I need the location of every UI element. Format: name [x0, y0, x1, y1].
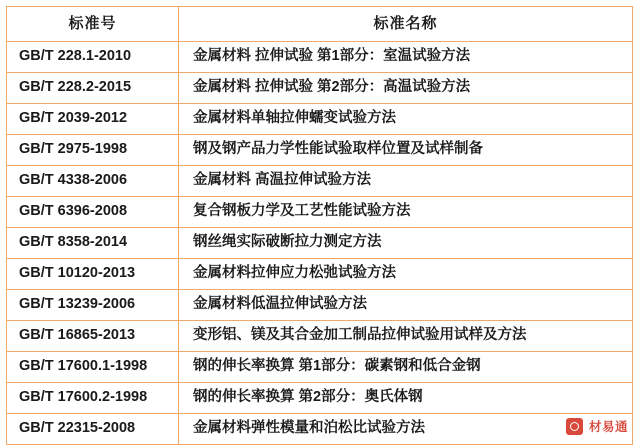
table-row [7, 197, 633, 228]
cell-standard-name: 金属材料 高温拉伸试验方法 [179, 166, 633, 197]
table-header [7, 7, 633, 42]
table-row [7, 383, 633, 414]
table-row [7, 166, 633, 197]
cell-standard-name: 钢丝绳实际破断拉力测定方法 [179, 228, 633, 259]
table-row [7, 228, 633, 259]
cell-standard-code: GB/T 2975-1998 [7, 135, 179, 166]
cell-standard-code: GB/T 4338-2006 [7, 166, 179, 197]
cell-standard-code: GB/T 228.1-2010 [7, 42, 179, 73]
cell-standard-name: 金属材料 拉伸试验 第2部分：高温试验方法 [179, 73, 633, 104]
cell-standard-name: 钢及钢产品力学性能试验取样位置及试样制备 [179, 135, 633, 166]
cell-standard-code: GB/T 8358-2014 [7, 228, 179, 259]
table-row [7, 321, 633, 352]
standards-table [6, 6, 633, 445]
cell-standard-name: 钢的伸长率换算 第1部分：碳素钢和低合金钢 [179, 352, 633, 383]
cell-standard-name: 钢的伸长率换算 第2部分：奥氏体钢 [179, 383, 633, 414]
cell-standard-code: GB/T 17600.1-1998 [7, 352, 179, 383]
wechat-badge-icon [566, 418, 583, 435]
table-header-row [7, 7, 633, 42]
cell-standard-name: 金属材料拉伸应力松弛试验方法 [179, 259, 633, 290]
cell-standard-code: GB/T 13239-2006 [7, 290, 179, 321]
column-header-code: 标准号 [7, 7, 179, 42]
table-row [7, 290, 633, 321]
cell-standard-name: 金属材料弹性模量和泊松比试验方法 [179, 414, 633, 445]
cell-standard-code: GB/T 228.2-2015 [7, 73, 179, 104]
cell-standard-name: 金属材料低温拉伸试验方法 [179, 290, 633, 321]
cell-standard-name: 复合钢板力学及工艺性能试验方法 [179, 197, 633, 228]
table-row [7, 352, 633, 383]
column-header-name: 标准名称 [179, 7, 633, 42]
table-row [7, 135, 633, 166]
cell-standard-name: 变形铝、镁及其合金加工制品拉伸试验用试样及方法 [179, 321, 633, 352]
table-row [7, 259, 633, 290]
table-row [7, 42, 633, 73]
cell-standard-code: GB/T 6396-2008 [7, 197, 179, 228]
table-row [7, 73, 633, 104]
table-row [7, 104, 633, 135]
table-row [7, 414, 633, 445]
cell-standard-code: GB/T 16865-2013 [7, 321, 179, 352]
brand-label: 材易通 [588, 420, 628, 434]
cell-standard-name: 金属材料单轴拉伸蠕变试验方法 [179, 104, 633, 135]
cell-standard-code: GB/T 17600.2-1998 [7, 383, 179, 414]
cell-standard-name: 金属材料 拉伸试验 第1部分：室温试验方法 [179, 42, 633, 73]
brand-watermark [566, 417, 628, 435]
cell-standard-code: GB/T 22315-2008 [7, 414, 179, 445]
cell-standard-code: GB/T 2039-2012 [7, 104, 179, 135]
table-body [7, 42, 633, 445]
cell-standard-code: GB/T 10120-2013 [7, 259, 179, 290]
